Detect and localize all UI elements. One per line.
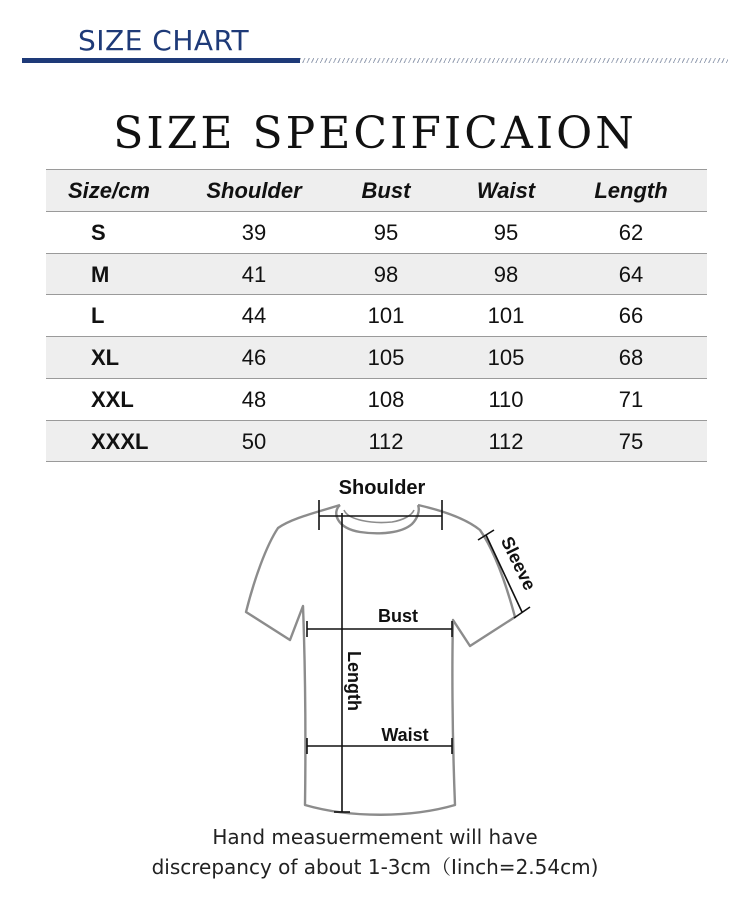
cell-size: XXL: [91, 386, 134, 412]
cell-shoulder: 44: [241, 303, 267, 329]
cell-waist: 110: [488, 386, 524, 412]
cell-bust: 112: [368, 428, 404, 454]
cell-length: 75: [618, 428, 644, 454]
cell-shoulder: 50: [241, 428, 267, 454]
header-size: Size/cm: [68, 178, 150, 203]
note-line-1: Hand measuermement will have: [212, 825, 538, 849]
cell-shoulder: 41: [241, 261, 267, 287]
cell-length: 64: [618, 261, 644, 287]
cell-size: M: [91, 261, 110, 287]
cell-length: 66: [618, 303, 644, 329]
cell-shoulder: 48: [241, 386, 267, 412]
cell-waist: 101: [487, 303, 525, 329]
cell-bust: 98: [373, 261, 399, 287]
header-length: Length: [594, 178, 668, 203]
cell-length: 71: [618, 386, 644, 412]
cell-size: L: [91, 303, 105, 329]
label-bust: Bust: [378, 606, 418, 626]
header-waist: Waist: [476, 178, 536, 203]
cell-waist: 95: [493, 219, 519, 245]
cell-waist: 112: [488, 428, 524, 454]
cell-shoulder: 39: [241, 219, 267, 245]
cell-length: 68: [618, 345, 644, 371]
cell-size: XXXL: [91, 428, 149, 454]
cell-shoulder: 46: [241, 345, 267, 371]
label-length: Length: [344, 651, 364, 711]
header-title: SIZE CHART: [78, 24, 250, 57]
label-sleeve: Sleeve: [496, 533, 540, 594]
label-waist: Waist: [381, 725, 429, 745]
tshirt-outline: [246, 505, 515, 815]
cell-length: 62: [618, 219, 644, 245]
cell-size: S: [91, 219, 106, 245]
cell-waist: 98: [493, 261, 519, 287]
tshirt-collar: [336, 505, 418, 533]
label-shoulder: Shoulder: [338, 477, 426, 499]
cell-waist: 105: [487, 345, 525, 371]
spec-title: SIZE SPECIFICAION: [113, 108, 637, 159]
cell-bust: 95: [373, 219, 399, 245]
cell-bust: 101: [367, 303, 405, 329]
cell-bust: 105: [367, 345, 405, 371]
header-bust: Bust: [361, 178, 411, 203]
cell-bust: 108: [367, 386, 405, 412]
cell-size: XL: [91, 345, 120, 371]
note-line-2: discrepancy of about 1-3cm（Iinch=2.54cm): [151, 855, 599, 879]
header-shoulder: Shoulder: [206, 178, 302, 203]
